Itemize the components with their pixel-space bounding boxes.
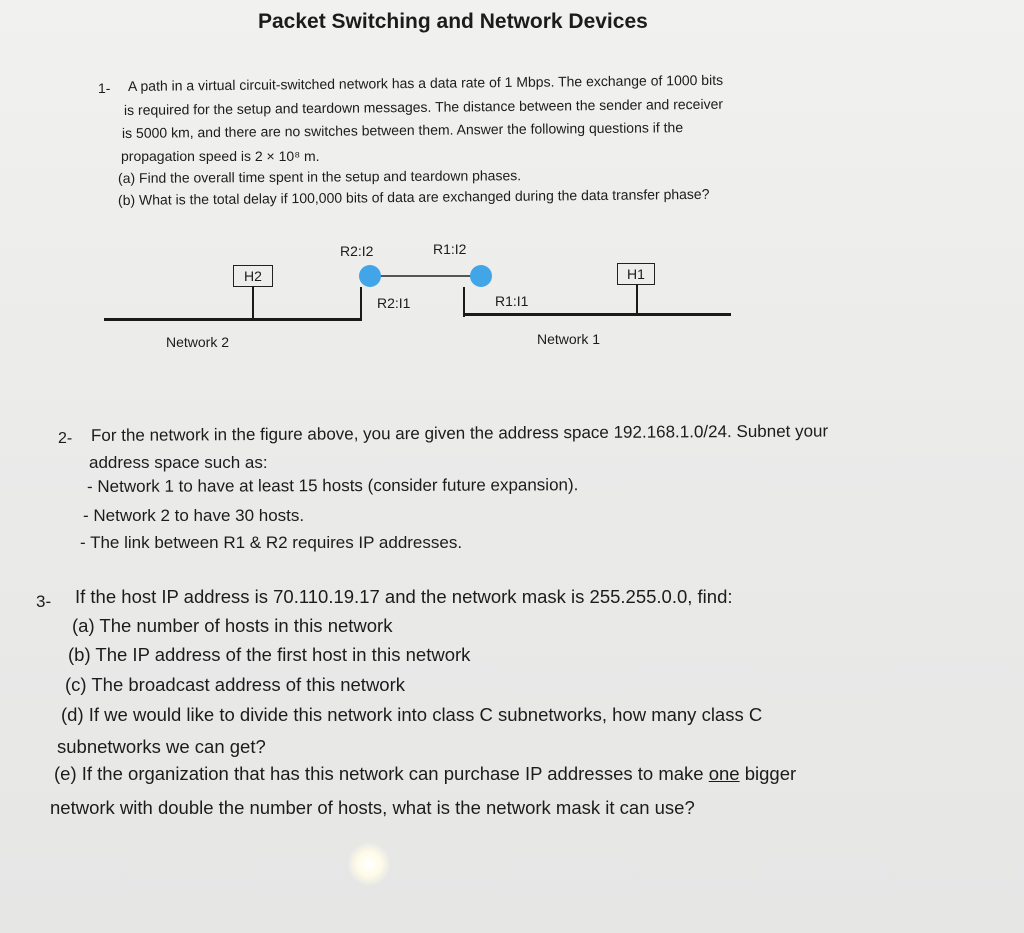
host-h1: H1 xyxy=(617,263,655,285)
r1-i1-label: R1:I1 xyxy=(495,293,529,309)
q2-line: - Network 1 to have at least 15 hosts (consider future expansion). xyxy=(86,475,579,496)
q2-line: - Network 2 to have 30 hosts. xyxy=(83,506,305,525)
host-h2: H2 xyxy=(233,265,273,287)
router-r1-icon xyxy=(470,265,492,287)
q3-line: (a) The number of hosts in this network xyxy=(72,615,393,636)
h1-drop xyxy=(636,284,638,315)
network-1-bus xyxy=(463,313,731,316)
light-glare xyxy=(348,843,390,885)
q3-line: If the host IP address is 70.110.19.17 and the network mask is 255.255.0.0, find: xyxy=(75,586,733,607)
network-2-label: Network 2 xyxy=(166,334,230,350)
router-link xyxy=(370,275,475,277)
q1-line: is 5000 km, and there are no switches between them. Answer the following questions if the xyxy=(121,119,684,141)
router-r2-icon xyxy=(359,265,381,287)
q2-line: address space such as: xyxy=(89,453,268,472)
r2-drop xyxy=(360,287,362,320)
q3-e-underlined: one xyxy=(708,763,740,784)
q3-e-after: bigger xyxy=(739,763,797,784)
r1-i2-label: R1:I2 xyxy=(433,241,467,257)
q1-line: is required for the setup and teardown messages. The distance between the sender and receiver xyxy=(123,95,724,118)
q3-line-e xyxy=(54,763,796,785)
network-2-bus xyxy=(104,318,362,321)
page-title: Packet Switching and Network Devices xyxy=(258,10,648,33)
q3-line: (d) If we would like to divide this network into class C subnetworks, how many class C xyxy=(61,704,763,725)
q1-line: propagation speed is 2 × 10⁸ m. xyxy=(121,148,320,164)
q3-line: (b) The IP address of the first host in this network xyxy=(68,644,471,665)
q1-line: (a) Find the overall time spent in the setup and teardown phases. xyxy=(117,167,522,186)
q3-line: (c) The broadcast address of this network xyxy=(65,674,406,695)
q1-line: A path in a virtual circuit-switched network has a data rate of 1 Mbps. The exchange of 1000 bits xyxy=(127,71,724,94)
q1-line: (b) What is the total delay if 100,000 bits of data are exchanged during the data transfer phase? xyxy=(117,185,710,208)
q2-line: - The link between R1 & R2 requires IP addresses. xyxy=(80,533,463,552)
r2-i1-label: R2:I1 xyxy=(377,295,411,311)
q3-line: subnetworks we can get? xyxy=(57,736,266,757)
q2-line: For the network in the figure above, you are given the address space 192.168.1.0/24. Subnet your xyxy=(90,421,829,445)
question-3-number: 3- xyxy=(36,592,52,611)
question-1-number: 1- xyxy=(98,80,111,96)
q3-line: network with double the number of hosts, what is the network mask it can use? xyxy=(50,797,695,818)
q3-e-before: (e) If the organization that has this network can purchase IP addresses to make xyxy=(54,763,709,784)
question-2-number: 2- xyxy=(58,430,73,447)
h2-drop xyxy=(252,286,254,320)
network-1-label: Network 1 xyxy=(537,331,601,347)
r2-i2-label: R2:I2 xyxy=(340,243,374,259)
